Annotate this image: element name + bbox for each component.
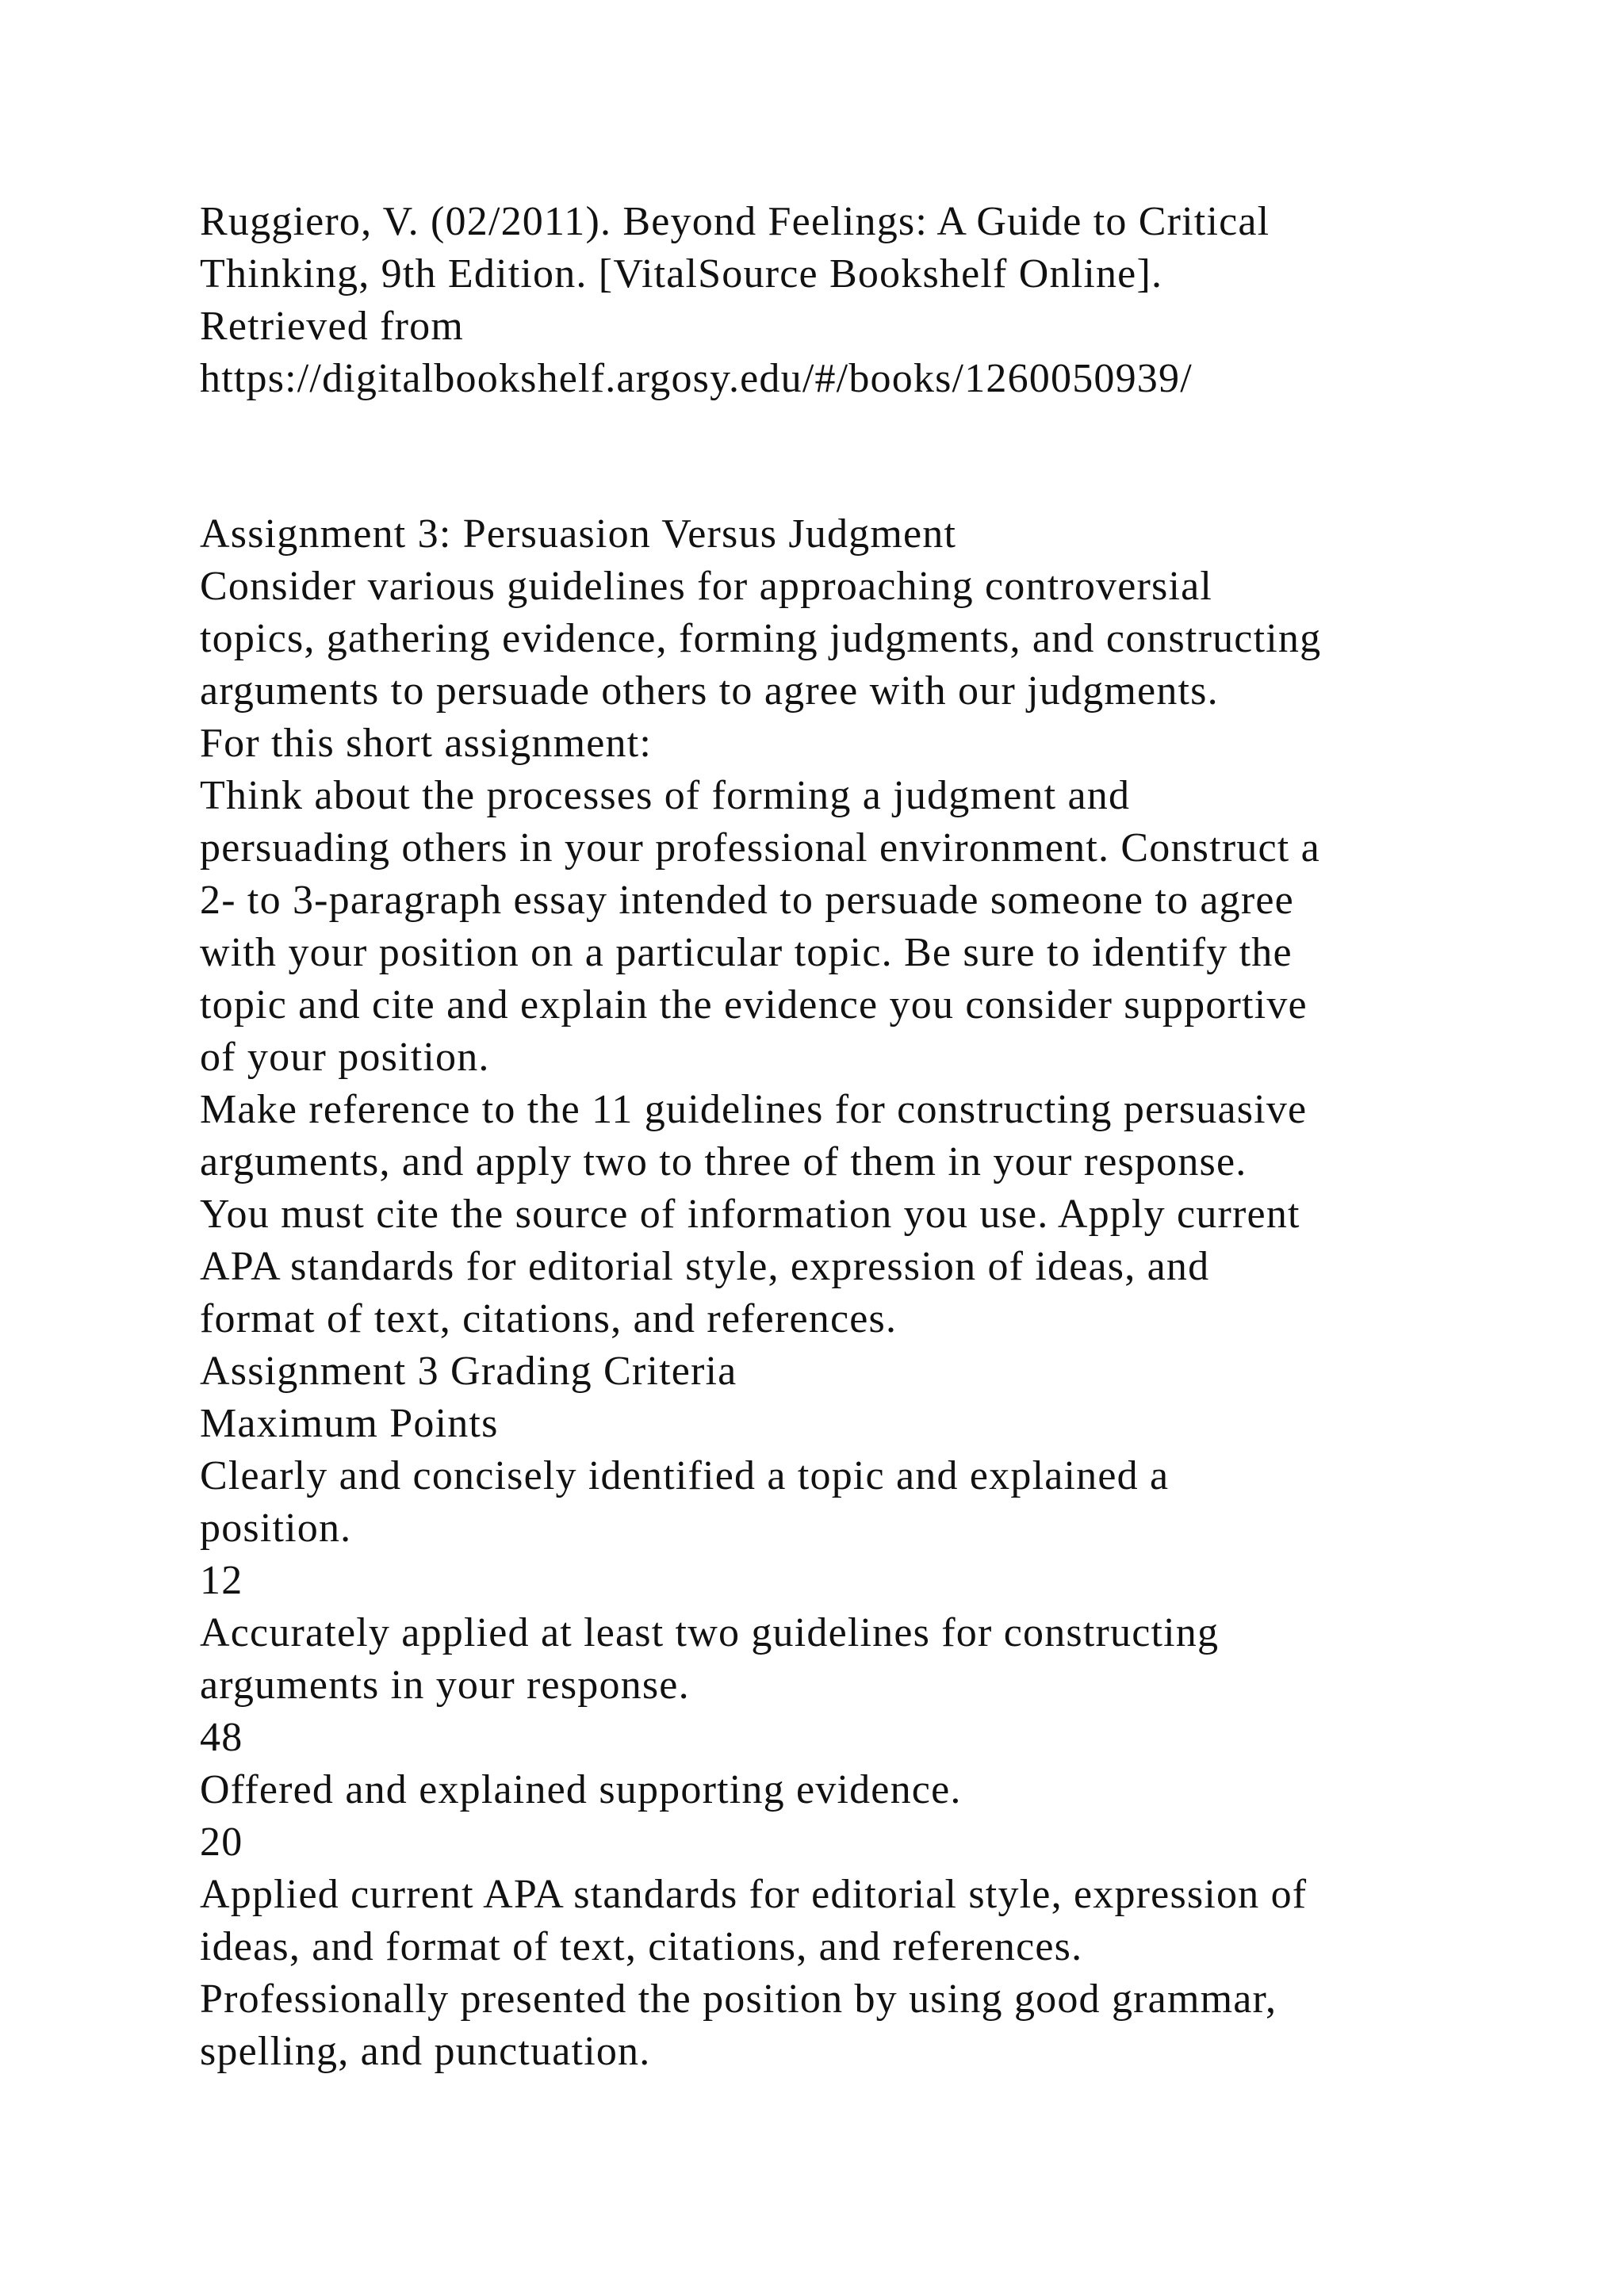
instructions-line: of your position.	[200, 1035, 490, 1080]
reference-line: Make reference to the 11 guidelines for constructing persuasive	[200, 1087, 1308, 1132]
instructions-line: persuading others in your professional environment. Construct a	[200, 825, 1320, 871]
grading-criteria-title: Assignment 3 Grading Criteria	[200, 1349, 737, 1394]
criterion-text: Offered and explained supporting evidence.	[200, 1767, 962, 1812]
citation-url: https://digitalbookshelf.argosy.edu/#/books/1260050939/	[200, 356, 1193, 401]
citation-line: Ruggiero, V. (02/2011). Beyond Feelings: A Guide to Critical	[200, 199, 1270, 244]
criterion-text: Professionally presented the position by using good grammar,	[200, 1976, 1277, 2022]
criterion-text: ideas, and format of text, citations, and references.	[200, 1924, 1083, 1969]
criterion-text: arguments in your response.	[200, 1663, 690, 1708]
intro-line: arguments to persuade others to agree with our judgments.	[200, 668, 1219, 714]
instructions-line: Think about the processes of forming a judgment and	[200, 773, 1131, 818]
max-points-label: Maximum Points	[200, 1401, 499, 1446]
criterion-text: spelling, and punctuation.	[200, 2029, 651, 2074]
citation-line: Retrieved from	[200, 304, 465, 349]
criterion-text: Applied current APA standards for editorial style, expression of	[200, 1872, 1308, 1917]
instructions-line: topic and cite and explain the evidence you consider supportive	[200, 982, 1308, 1027]
cite-line: format of text, citations, and references.	[200, 1296, 898, 1341]
cite-line: You must cite the source of information you use. Apply current	[200, 1192, 1300, 1237]
instructions-line: 2- to 3-paragraph essay intended to persuade someone to agree	[200, 878, 1294, 923]
criterion-points: 20	[200, 1820, 243, 1865]
assignment-title: Assignment 3: Persuasion Versus Judgment	[200, 511, 957, 557]
citation-line: Thinking, 9th Edition. [VitalSource Bookshelf Online].	[200, 251, 1163, 297]
criterion-text: Accurately applied at least two guidelines for constructing	[200, 1610, 1220, 1655]
instructions-line: with your position on a particular topic. Be sure to identify the	[200, 930, 1293, 975]
assignment-section	[200, 508, 1548, 2078]
reference-line: arguments, and apply two to three of them in your response.	[200, 1139, 1247, 1184]
for-this-assignment-label: For this short assignment:	[200, 721, 652, 766]
criterion-points: 48	[200, 1715, 243, 1760]
reference-citation	[200, 196, 1548, 405]
criterion-text: Clearly and concisely identified a topic and explained a	[200, 1453, 1170, 1498]
criterion-text: position.	[200, 1506, 352, 1551]
cite-line: APA standards for editorial style, expression of ideas, and	[200, 1244, 1210, 1289]
intro-line: topics, gathering evidence, forming judgments, and constructing	[200, 616, 1322, 661]
intro-line: Consider various guidelines for approaching controversial	[200, 564, 1213, 609]
criterion-points: 12	[200, 1558, 243, 1603]
